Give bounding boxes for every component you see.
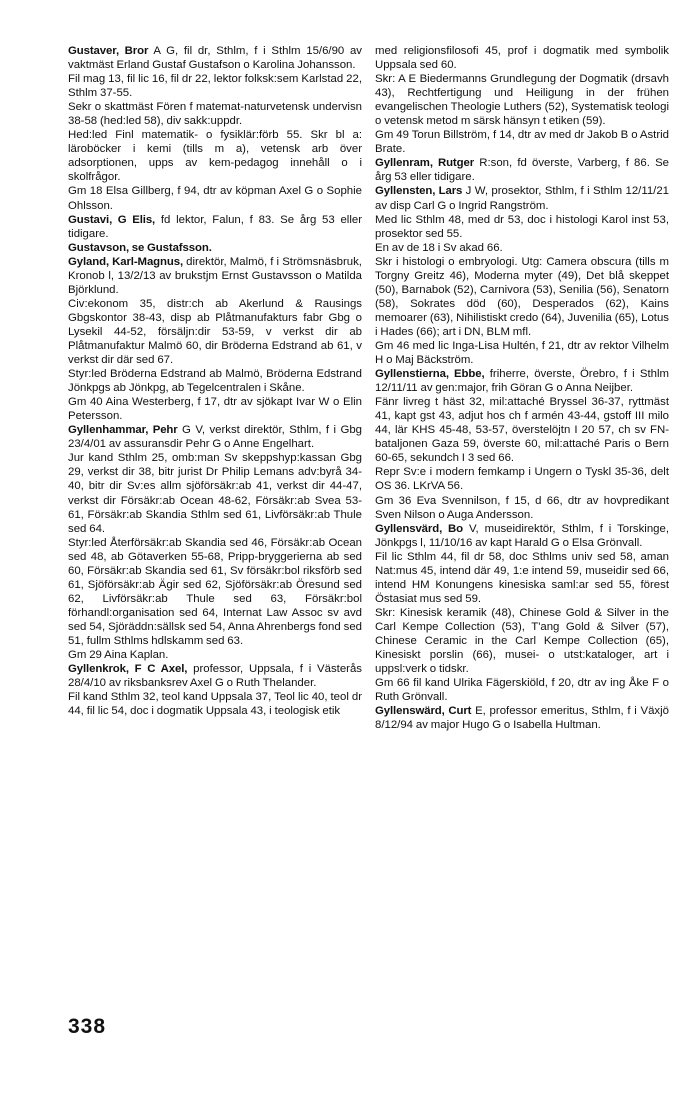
entry-paragraph: Fil lic Sthlm 44, fil dr 58, doc Sthlms univ sed 58, aman Nat:mus 45, intend där 49, 1:e intend 59, museidir sed 66, intend HM Konungens kinesiska saml:ar sed 55, förest Östasiat mus sed 59. — [375, 550, 669, 605]
entry-gustavi — [68, 213, 362, 241]
entry-paragraph: Sekr o skattmäst Fören f matemat-naturvetensk undervisn 38-58 (hed:led 58), div sakk:uppdr. — [68, 101, 362, 128]
entry-name: Gyllensten, Lars — [375, 185, 463, 198]
right-column — [375, 44, 669, 732]
entry-paragraph: Styr:led Återförsäkr:ab Skandia sed 46, Försäkr:ab Ocean sed 48, ab Götaverken 55-68, Pripp-bryggerierna ab sed 60, Försäkr:ab Skandia sed 61, Sv försäkr:bol riksförb sed 61, Sjöförsäkr:ab Ägir sed 62, Sjöförsäkr:ab Öresund sed 62, Livförsäkr:ab Thule sed 63, Försäkr:bol förhandl:organisation sed 64, Internat Law Assoc sv avd sed 54, Sjöräddn:sällsk sed 54, Anna Ahrenbergs fond sed 51, fullm Sthlms hdlskamm sed 63. — [68, 536, 362, 647]
entry-gyllenram — [375, 156, 669, 184]
entry-text: fd lektor, Falun, f 83. Se årg 53 eller tidigare. — [68, 213, 362, 240]
entry-name: Gyllenkrok, F C Axel, — [68, 663, 188, 676]
entry-gyllenhammar — [68, 423, 362, 451]
entry-text: V, museidirektör, Sthlm, f i Torskinge, Jönkpgs l, 11/10/16 av kapt Harald G o Elsa Grönvall. — [375, 522, 669, 549]
entry-name: Gyllenhammar, Pehr — [68, 424, 178, 437]
entry-paragraph: Gm 29 Aina Kaplan. — [68, 649, 169, 662]
entry-paragraph: Gm 18 Elsa Gillberg, f 94, dtr av köpman Axel G o Sophie Ohlsson. — [68, 185, 362, 212]
entry-name: Gustavi, G Elis, — [68, 213, 156, 226]
entry-paragraph: Gm 36 Eva Svennilson, f 15, d 66, dtr av hovpredikant Sven Nilson o Auga Andersson. — [375, 494, 669, 521]
page-number: 338 — [68, 1015, 107, 1038]
entry-paragraph: Gm 49 Torun Billström, f 14, dtr av med dr Jakob B o Astrid Brate. — [375, 129, 669, 156]
entry-gyllenswärd — [375, 704, 669, 732]
entry-name: Gyllenram, Rutger — [375, 157, 475, 170]
entry-paragraph: med religionsfilosofi 45, prof i dogmatik med symbolik Uppsala sed 60. — [375, 45, 669, 72]
entry-text: G V, verkst direktör, Sthlm, f i Gbg 23/4/01 av assuransdir Pehr G o Anne Engelhart. — [68, 424, 362, 451]
entry-name: Gyllenstierna, Ebbe, — [375, 368, 485, 381]
entry-paragraph: Jur kand Sthlm 25, omb:man Sv skeppshyp:kassan Gbg 29, verkst dir 38, bitr jurist Dr Philip Lemans adv:byrå 34-40, bitr dir Sv:es allm sjöförsäkr:ab 41, verkst dir 44-47, verkst dir Försäkr:ab Ocean 48-62, Försäkr:ab Svea 53-61, Försäkr:ab Skandia Sthlm sed 61, Livförsäkr:ab Thule sed 64. — [68, 452, 362, 535]
entry-paragraph: Gm 40 Aina Westerberg, f 17, dtr av sjökapt Ivar W o Elin Petersson. — [68, 396, 362, 423]
entry-paragraph: Gm 46 med lic Inga-Lisa Hultén, f 21, dtr av rektor Vilhelm H o Maj Bäckström. — [375, 339, 669, 367]
entry-gyllensten — [375, 184, 669, 212]
entry-gyland — [68, 255, 362, 297]
left-column — [68, 44, 362, 718]
entry-name: Gustavson, se Gustafsson. — [68, 241, 212, 254]
entry-paragraph: Styr:led Bröderna Edstrand ab Malmö, Bröderna Edstrand Jönkpgs ab Jönkpg, ab Tegelcentralen i Skåne. — [68, 368, 362, 395]
entry-text: R:son, fd överste, Varberg, f 86. Se årg 53 eller tidigare. — [375, 157, 670, 184]
entry-name: Gyllenswärd, Curt — [375, 705, 472, 718]
entry-paragraph: Repr Sv:e i modern femkamp i Ungern o Tyskl 35-36, delt OS 36. LKrVA 56. — [375, 466, 669, 493]
entry-text: J W, prosektor, Sthlm, f i Sthlm 12/11/21 av disp Carl G o Ingrid Rangström. — [375, 185, 669, 212]
entry-paragraph: En av de 18 i Sv akad 66. — [375, 241, 503, 254]
entry-paragraph: Fil mag 13, fil lic 16, fil dr 22, lektor folksk:sem Karlstad 22, Sthlm 37-55. — [68, 73, 362, 100]
entry-paragraph: Civ:ekonom 35, distr:ch ab Akerlund & Rausings Gbgskontor 38-43, disp ab Plåtmanufakturs fabr Gbg o Lysekil 44-52, försäljn:dir 53-59, v verkst dir ab Plåtmanufaktur Malmö 60, dir Bröderna Edstrand ab 61, v verkst dir där sed 67. — [68, 297, 362, 367]
entry-text: professor, Uppsala, f i Västerås 28/4/10 av riksbanksrev Axel G o Ruth Thelander. — [68, 663, 362, 690]
entry-name: Gustaver, Bror — [68, 45, 149, 57]
entry-paragraph: Med lic Sthlm 48, med dr 53, doc i histologi Karol inst 53, prosektor sed 55. — [375, 213, 669, 240]
entry-paragraph: Gm 66 fil kand Ulrika Fägerskiöld, f 20, dtr av ing Åke F o Ruth Grönvall. — [375, 677, 669, 704]
entry-gyllenkrok — [68, 662, 362, 690]
entry-paragraph: Fänr livreg t häst 32, mil:attaché Bryssel 36-37, ryttmäst 41, kapt gst 43, adjut hos ch f armén 43-44, gstoff III milo 44, lär KHS 45-48, 53-57, överstelöjtn I 20 57, ch sv FN-bataljonen Gaza 59, överste 60, mil:attaché Paris o Bern 60-65, sekundch I 3 sed 66. — [375, 396, 669, 465]
entry-paragraph: Skr i histologi o embryologi. Utg: Camera obscura (tills m Torgny Greitz 46), Moderna myter (49), Det blå skeppet (50), Barnabok (52), Carnivora (53), Senilia (56), Senatorn (58), Sokrates död (60), Desperados (62), Kains memoarer (63), Nihilistiskt credo (64), Juvenilia (65), Lotus i Hades (66); art i DN, BLM mfl. — [375, 255, 669, 338]
entry-text: A G, fil dr, Sthlm, f i Sthlm 15/6/90 av vaktmäst Erland Gustaf Gustafson o Karolina Johansson. — [68, 45, 363, 72]
entry-gustavson — [68, 241, 362, 255]
entry-gustaver — [68, 44, 362, 72]
entry-text: direktör, Malmö, f i Strömsnäsbruk, Kronob l, 13/2/13 av brukstjm Ernst Gustavsson o Matilda Björklund. — [68, 255, 362, 296]
entry-gyllensvard — [375, 522, 669, 550]
entry-paragraph: Fil kand Sthlm 32, teol kand Uppsala 37, Teol lic 40, teol dr 44, fil lic 54, doc i dogmatik Uppsala 43, i teologisk etik — [68, 691, 362, 718]
entry-text: friherre, överste, Örebro, f i Sthlm 12/11/11 av gen:major, frih Göran G o Anna Neijber. — [375, 368, 669, 395]
entry-paragraph: Skr: Kinesisk keramik (48), Chinese Gold & Silver in the Carl Kempe Collection (53), T'ang Gold & Silver (57), Chinese Ceramic in the Carl Kempe Collection (65), Kinesiskt porslin (66), musei- o utst:kataloger, art i uppsl:verk o tidskr. — [375, 606, 669, 676]
entry-name: Gyland, Karl-Magnus, — [68, 255, 184, 268]
entry-paragraph: Hed:led Finl matematik- o fysiklär:förb 55. Skr bl a: läroböcker i kemi (tills m a), vetensk arb över adsorptionen, upps av kem-pedagog innehåll o i skolfrågor. — [68, 129, 362, 184]
entry-paragraph: Skr: A E Biedermanns Grundlegung der Dogmatik (drsavh 43), Rechtfertigung und Heiligung in der frühen evangelischen Theologie Luthers (52), Systematisk teologi o vetensk metod m särsk hänsyn t etiken (59). — [375, 73, 669, 128]
entry-name: Gyllensvärd, Bo — [375, 522, 464, 535]
entry-gyllenstierna — [375, 367, 669, 395]
entry-text: E, professor emeritus, Sthlm, f i Växjö 8/12/94 av major Hugo G o Isabella Hultman. — [375, 705, 669, 732]
